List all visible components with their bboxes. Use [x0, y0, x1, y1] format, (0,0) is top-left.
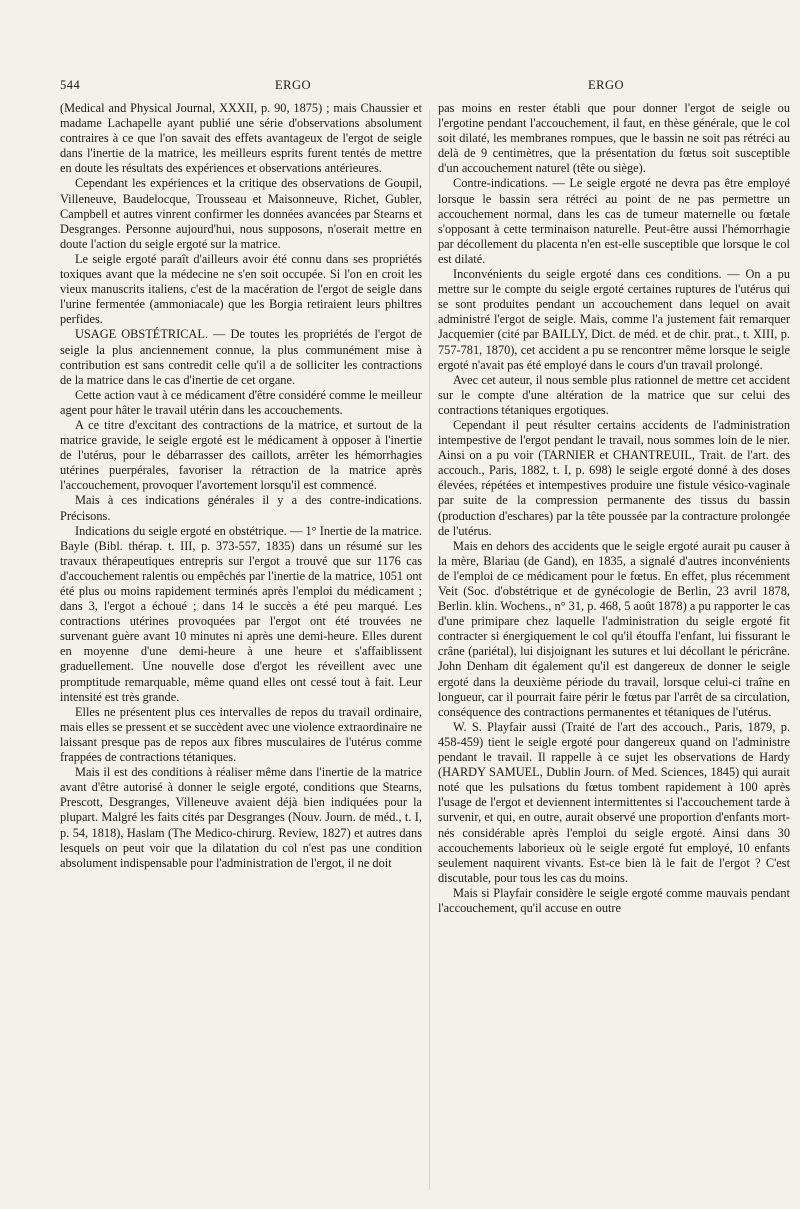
paragraph: Inconvénients du seigle ergoté dans ces conditions. — On a pu mettre sur le compte du seigle ergoté certaines ruptures de l'utérus qui se sont produites pendant un accouchement dans lequel on avait administré l'ergot de seigle. Mais, comme l'a justement fait remarquer Jacquemier (cité par BAILLY, Dict. de méd. et de chir. prat., t. XIII, p. 757-781, 1870), cet accident a pu se rencontrer même lorsque le seigle ergoté n'avait pas été employé dans le cours d'un travail prolongé.: [438, 267, 790, 372]
paragraph: Indications du seigle ergoté en obstétrique. — 1° Inertie de la matrice. Bayle (Bibl. thérap. t. III, p. 373-557, 1835) dans un résumé sur les travaux thérapeutiques entrepris sur l'ergot a trouvé que sur 1176 cas d'accouchement ralentis ou empêchés par l'inertie de la matrice, 1051 ont été plus ou moins rapidement terminés après l'emploi du médicament ; dans 3, l'ergot a échoué ; dans 14 le succès a été peu marqué. Les contractions utérines provoquées par l'ergot ont été trouvées ne survenant guère avant 10 minutes ni après une demi-heure. Elles durent en moyenne d'une demi-heure à une heure et s'affaiblissent graduellement. Une nouvelle dose d'ergot les réveillent avec une promptitude remarquable, même quand elles ont cessé tout à fait. Leur intensité est très grande.: [60, 523, 422, 704]
paragraph: (Medical and Physical Journal, XXXII, p. 90, 1875) ; mais Chaussier et madame Lachapelle ayant publié une série d'observations absolument contraires à ce que l'on savait des effets avantageux de l'ergot de seigle dans l'inertie de la matrice, les meilleurs esprits furent tentés de mettre en doute les résultats des expériences et observations antérieures.: [60, 101, 422, 176]
paragraph: Mais en dehors des accidents que le seigle ergoté aurait pu causer à la mère, Blariau (de Gand), en 1835, a signalé d'autres inconvénients de l'emploi de ce médicament pour le fœtus. En effet, plus récemment Veit (Soc. d'obstétrique et de gynécologie de Berlin, 23 avril 1878, Berlin. klin. Wochens., n° 31, p. 468, 5 août 1878) a pu rapporter le cas d'une primipare chez laquelle l'administration du seigle ergoté fit contracter si énergiquement le col qu'il étouffa l'enfant, lui fissurant le crâne (pariétal), lui disjoignant les sutures et lui décollant le péricrâne. John Denham dit également qu'il est dangereux de donner le seigle ergoté dans la deuxième période du travail, lorsque celui-ci traîne en longueur, car il pourrait faire périr le fœtus par l'arrêt de sa circulation, conséquence des contractions permanentes et tétaniques de l'utérus.: [438, 538, 790, 719]
paragraph: Contre-indications. — Le seigle ergoté ne devra pas être employé lorsque le bassin sera rétréci au point de ne pas permettre un accouchement normal, dans les cas de tumeur maternelle ou fœtale s'opposant à cette terminaison naturelle. Peut-être aussi l'hémorrhagie par décollement du placenta n'en est-elle susceptible que lorsque le col est dilaté.: [438, 176, 790, 266]
paragraph: Mais il est des conditions à réaliser même dans l'inertie de la matrice avant d'être autorisé à donner le seigle ergoté, conditions que Stearns, Prescott, Desgranges, Villeneuve avaient déjà bien indiquées pour la plupart. Malgré les faits cités par Desgranges (Nouv. Journ. de méd., t. I, p. 54, 1818), Haslam (The Medico-chirurg. Review, 1827) et autres dans lesquels on peut voir que la dilatation du col n'est pas une condition absolument indispensable pour l'administration de l'ergot, il ne doit: [60, 765, 422, 870]
page-number: 544: [60, 78, 81, 92]
paragraph: Cependant les expériences et la critique des observations de Goupil, Villeneuve, Baudelocque, Trousseau et Maisonneuve, Richet, Gubler, Campbell et autres vinrent confirmer les données avancées par Stearns et Desgranges. Personne aujourd'hui, nous supposons, n'oserait mettre en doute l'action du seigle ergoté sur la matrice.: [60, 176, 422, 251]
paragraph: Elles ne présentent plus ces intervalles de repos du travail ordinaire, mais elles se pressent et se succèdent avec une violence extraordinaire ne laissant presque pas de repos aux fibres musculaires de l'utérus comme frappées de contractions tétaniques.: [60, 704, 422, 765]
paragraph: Avec cet auteur, il nous semble plus rationnel de mettre cet accident sur le compte d'une altération de la matrice que sur celui des contractions tétaniques ergotiques.: [438, 372, 790, 417]
paragraph: A ce titre d'excitant des contractions de la matrice, et surtout de la matrice gravide, le seigle ergoté est le médicament à opposer à l'inertie de l'utérus, pour le débarrasser des caillots, arrêter les hémorrhagies utérines puerpérales, favoriser la rétraction de la matrice après l'accouchement, provoquer l'avortement lorsqu'il est commencé.: [60, 417, 422, 493]
running-title-right: ERGO: [588, 78, 625, 92]
paragraph: Le seigle ergoté paraît d'ailleurs avoir été connu dans ses propriétés toxiques avant que la médecine ne s'en soit occupée. Si l'on en croit les vieux manuscrits italiens, c'est de la macération de l'ergot de seigle dans l'urine fermentée (ammoniacale) que les Borgia retiraient leurs philtres perfides.: [60, 251, 422, 327]
paragraph: pas moins en rester établi que pour donner l'ergot de seigle ou l'ergotine pendant l'accouchement, il faut, en thèse générale, que le col soit dilaté, les membranes rompues, que le bassin ne soit pas rétréci au delà de 9 centimètres, que la présentation du fœtus soit susceptible d'un accouchement naturel (tête ou siège).: [438, 101, 790, 176]
paragraph: Cette action vaut à ce médicament d'être considéré comme le meilleur agent pour hâter le travail utérin dans les accouchements.: [60, 387, 422, 417]
paragraph: Mais si Playfair considère le seigle ergoté comme mauvais pendant l'accouchement, qu'il accuse en outre: [438, 885, 790, 915]
paragraph: Cependant il peut résulter certains accidents de l'administration intempestive de l'ergot pendant le travail, nous sommes loin de le nier. Ainsi on a pu voir (TARNIER et CHANTREUIL, Trait. de l'art. des accouch., Paris, 1882, t. I, p. 698) le seigle ergoté donné à des doses élevées, répétées et intempestives produire une fistule vésico-vaginale par suite de la compression permanente des tissus du bassin (production d'eschares) par la tête poussée par la contracture prolongée de l'utérus.: [438, 417, 790, 538]
running-title-left: ERGO: [275, 78, 312, 92]
paragraph: W. S. Playfair aussi (Traité de l'art des accouch., Paris, 1879, p. 458-459) tient le seigle ergoté pour dangereux quand on l'administre pendant le travail. Il rappelle à ce sujet les observations de Hardy (HARDY SAMUEL, Dublin Journ. of Med. Sciences, 1845) qui aurait noté que les pulsations du fœtus tombent rapidement à 100 après l'usage de l'ergot et deviennent intermittentes si l'accouchement tarde à survenir, et qui, en outre, aurait observé une proportion d'enfants mort-nés considérable après l'emploi du seigle ergoté. Ainsi dans 30 accouchements laborieux où le seigle ergoté fut employé, 10 enfants seulement naquirent vivants. Est-ce bien là le fait de l'ergot ? C'est discutable, pour tous les cas du moins.: [438, 719, 790, 885]
column-divider: [429, 110, 430, 1190]
paragraph: USAGE OBSTÉTRICAL. — De toutes les propriétés de l'ergot de seigle la plus anciennement connue, la plus communément mise à contribution est sans contredit celle qu'il a de solliciter les contractions de la matrice dans le cas d'inertie de cet organe.: [60, 327, 422, 387]
paragraph: Mais à ces indications générales il y a des contre-indications. Précisons.: [60, 493, 422, 523]
running-header: [60, 78, 750, 98]
right-column: [438, 101, 790, 916]
left-column: [60, 101, 422, 871]
